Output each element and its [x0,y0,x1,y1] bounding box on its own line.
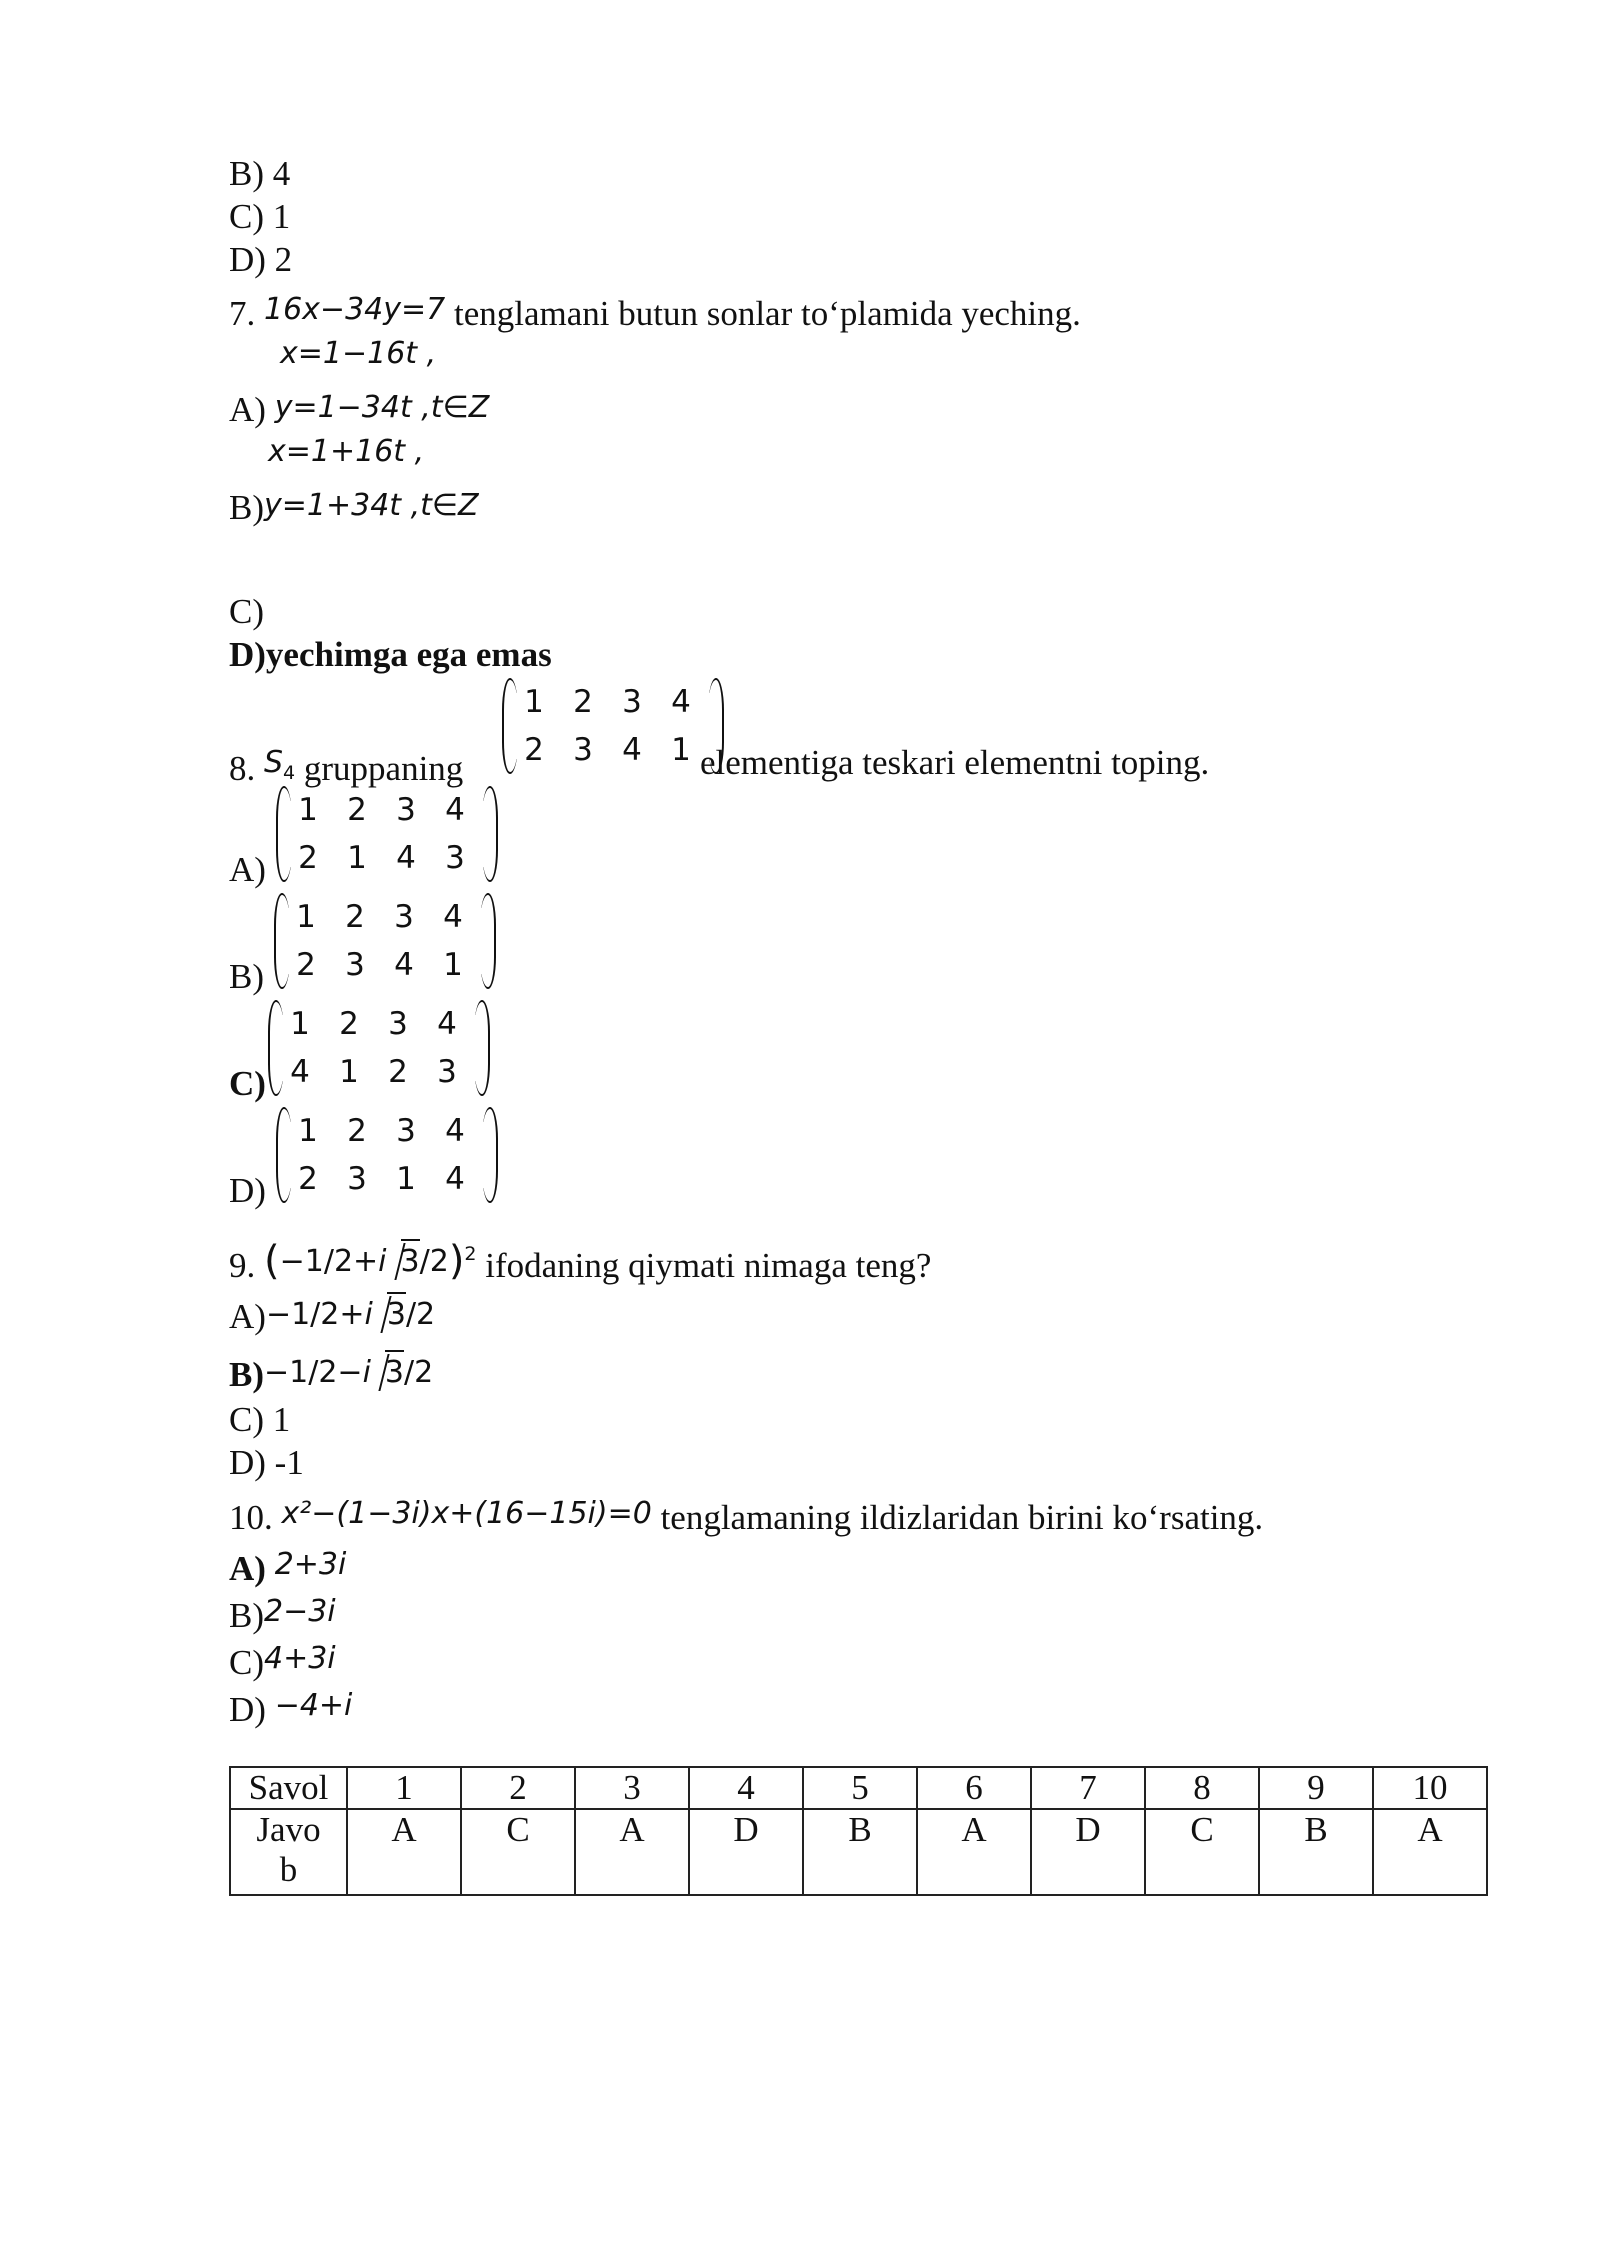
matrix-cell: 2 [388,1054,408,1090]
matrix-cell: 2 [345,899,365,935]
table-row [230,1767,1487,1809]
option-label: B) [229,1596,264,1635]
question-7 [229,290,1081,334]
option-c-matrix [268,1000,490,1096]
option-label: C) [229,1643,264,1682]
option-a-matrix [276,786,498,882]
option-d-matrix [276,1107,498,1203]
question-cell: 9 [1259,1767,1373,1809]
matrix-cell: 3 [622,684,642,720]
matrix-cell: 4 [394,947,414,983]
prev-option-d: D) 2 [229,240,293,279]
option-a [229,1292,435,1337]
option-b [229,486,479,528]
matrix-cell: 2 [347,792,367,828]
equation: x²−(1−3i)x+(16−15i)=0 [281,1496,652,1531]
question-9 [229,1234,931,1286]
option-b-value: −1/2−i 3/2 [264,1350,433,1393]
answer-cell: A [347,1809,461,1895]
matrix-cell: 3 [394,899,414,935]
option-a-value: −1/2+i 3/2 [266,1292,435,1335]
answer-cell: C [1145,1809,1259,1895]
answer-cell: D [689,1809,803,1895]
option-c: C) [229,1064,266,1103]
option-a [229,1545,346,1589]
question-cell: 2 [461,1767,575,1809]
right-paren [482,1107,498,1203]
option-b-line2: y=1+34t ,t∈Z [264,488,479,523]
option-a: A) [229,850,266,889]
question-number: 10. [229,1498,273,1537]
option-label: B) [229,1355,264,1394]
option-label: B) [229,488,264,527]
matrix-cell: 1 [339,1054,359,1090]
answer-cell: B [803,1809,917,1895]
question-number: 9. [229,1246,256,1285]
answer-cell: A [1373,1809,1487,1895]
matrix-cell: 1 [671,732,691,768]
question-cell: 7 [1031,1767,1145,1809]
matrix-cell: 4 [290,1054,310,1090]
right-paren [482,786,498,882]
prev-option-b: B) 4 [229,154,291,193]
option-b-matrix [274,893,496,989]
matrix-cell: 3 [388,1006,408,1042]
matrix-cell: 2 [339,1006,359,1042]
matrix-cell: 4 [396,840,416,876]
answer-cell: A [575,1809,689,1895]
question-text: tenglamaning ildizlaridan birini ko‘rsating. [660,1498,1264,1537]
option-c [229,1639,336,1683]
option-label: A) [229,1549,266,1588]
question-cell: 8 [1145,1767,1259,1809]
matrix-cell: 1 [524,684,544,720]
matrix-cell: 4 [671,684,691,720]
option-d: D)yechimga ega emas [229,635,552,674]
option-label: A) [229,390,266,429]
option-b [229,1592,336,1636]
option-a-value: 2+3i [274,1547,347,1582]
matrix-cell: 3 [445,840,465,876]
question-number: 8. [229,749,256,788]
matrix-cell: 2 [524,732,544,768]
matrix-cell: 3 [437,1054,457,1090]
complex-expression: (−1/2+i 3/2)$^2$ [264,1238,477,1284]
answer-key-table [229,1766,1488,1896]
option-a [229,388,489,430]
matrix-cell: 1 [396,1161,416,1197]
matrix-cell: 4 [437,1006,457,1042]
group-symbol: $S_4$ [264,745,296,784]
matrix-cell: 2 [298,840,318,876]
matrix-cell: 1 [298,792,318,828]
matrix-cell: 1 [296,899,316,935]
option-c: C) 1 [229,1400,291,1439]
row-header-savol: Savol [230,1767,347,1809]
option-d-value: −4+i [274,1688,353,1723]
option-b: B) [229,957,264,996]
question-text: ifodaning qiymati nimaga teng? [485,1246,932,1285]
matrix-cell: 4 [445,1113,465,1149]
answer-cell: A [917,1809,1031,1895]
matrix-cell: 3 [345,947,365,983]
matrix-cell: 4 [443,899,463,935]
matrix-cell: 2 [296,947,316,983]
option-d [229,1686,352,1730]
matrix-cell: 1 [298,1113,318,1149]
option-a-line1: x=1−16t , [280,336,437,371]
question-cell: 1 [347,1767,461,1809]
matrix-cell: 3 [396,1113,416,1149]
matrix-cell: 1 [290,1006,310,1042]
question-10 [229,1494,1263,1538]
question-text: tenglamani butun sonlar to‘plamida yeching. [453,294,1081,333]
option-c: C) [229,592,264,631]
matrix-cell: 4 [445,792,465,828]
matrix-cell: 2 [573,684,593,720]
matrix-cell: 3 [396,792,416,828]
option-b-value: 2−3i [264,1594,336,1629]
matrix-cell: 1 [347,840,367,876]
question-cell: 10 [1373,1767,1487,1809]
matrix-cell: 3 [347,1161,367,1197]
option-label: A) [229,1297,266,1336]
option-d: D) [229,1171,266,1210]
answer-cell: D [1031,1809,1145,1895]
table-row [230,1809,1487,1895]
question-number: 7. [229,294,256,333]
right-paren [474,1000,490,1096]
answer-cell: C [461,1809,575,1895]
answer-cell: B [1259,1809,1373,1895]
matrix-cell: 2 [347,1113,367,1149]
question-text-before: gruppaning [303,749,464,788]
option-d: D) -1 [229,1443,304,1482]
matrix-cell: 3 [573,732,593,768]
row-header-javob: Javo b [230,1809,347,1895]
matrix-cell: 2 [298,1161,318,1197]
question-cell: 4 [689,1767,803,1809]
question-cell: 5 [803,1767,917,1809]
right-paren [480,893,496,989]
question-text-after: elementiga teskari elementni toping. [700,743,1210,782]
prev-option-c: C) 1 [229,197,291,236]
option-a-line2: y=1−34t ,t∈Z [274,390,490,425]
option-b-line1: x=1+16t , [268,434,425,469]
matrix-cell: 4 [445,1161,465,1197]
question-cell: 3 [575,1767,689,1809]
permutation-element [502,678,724,774]
matrix-cell: 1 [443,947,463,983]
equation: 16x−34y=7 [264,292,446,327]
option-b [229,1350,433,1395]
matrix-cell: 4 [622,732,642,768]
option-label: D) [229,1690,266,1729]
option-c-value: 4+3i [264,1641,336,1676]
question-cell: 6 [917,1767,1031,1809]
